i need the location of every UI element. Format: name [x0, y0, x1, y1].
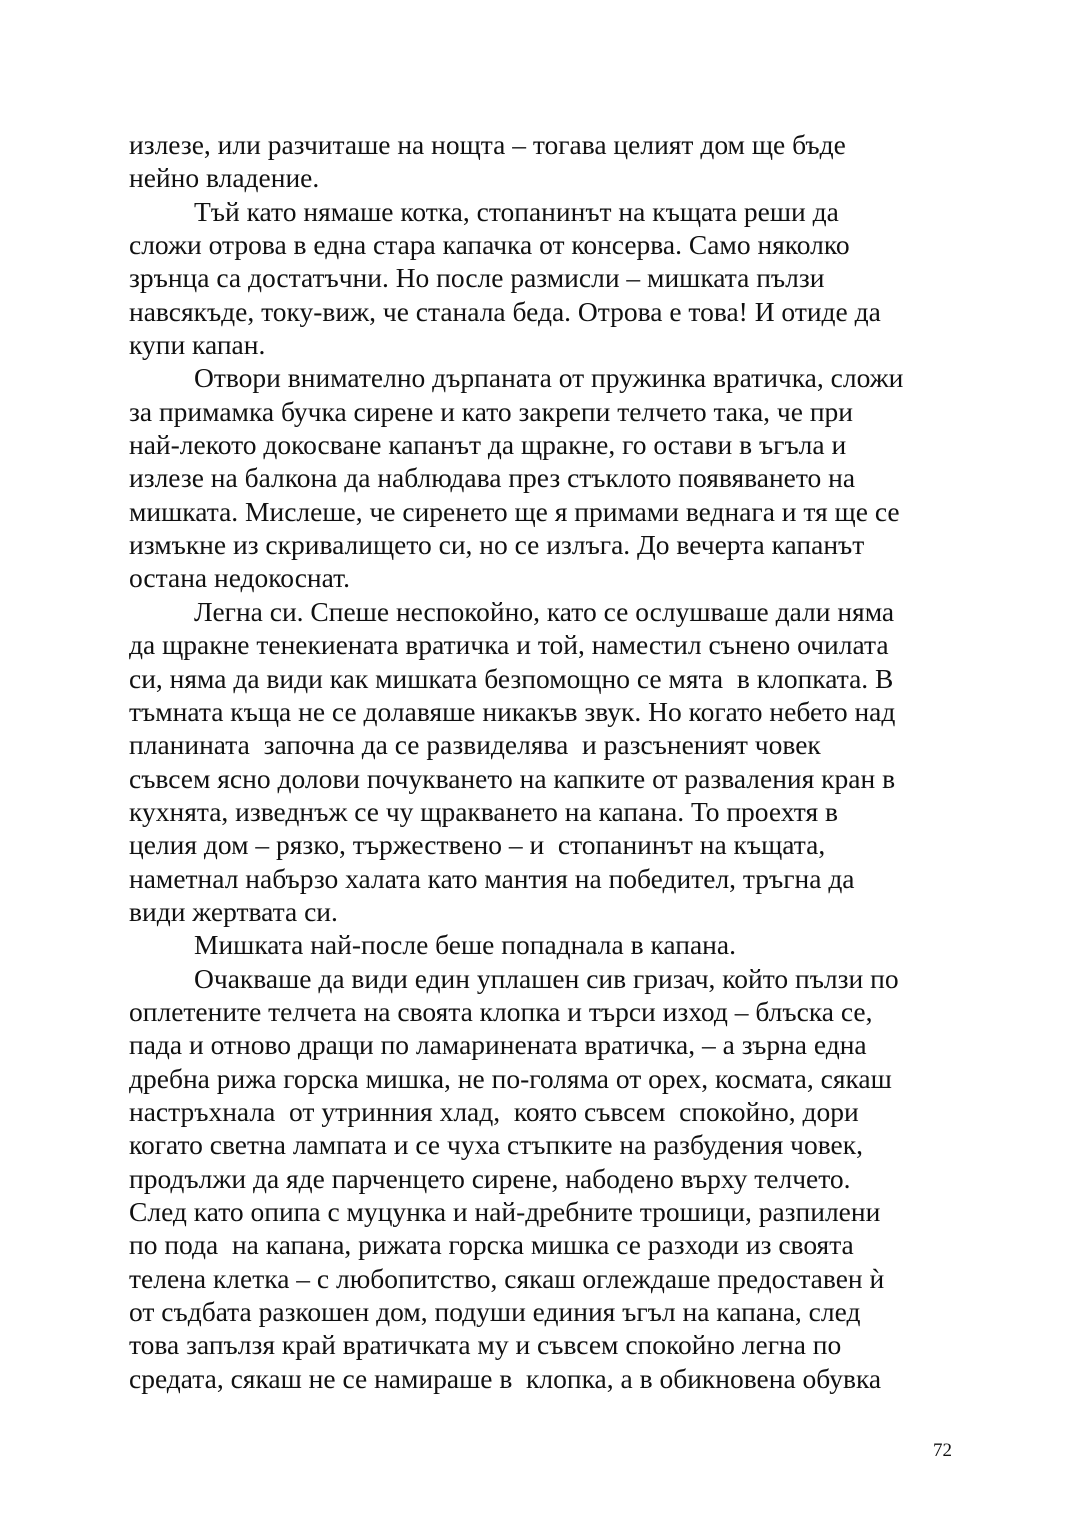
text-line: тъмната къща не се долавяше никакъв звук. Но когато небето над	[129, 695, 896, 727]
text-line: излезе на балкона да наблюдава през стъклото появяването на	[129, 462, 856, 494]
text-line: навсякъде, току-виж, че станала беда. Отрова е това! И отиде да	[129, 295, 881, 327]
text-line: измъкне из скривалището си, но се излъга. До вечерта капанът	[129, 529, 865, 561]
text-line: види жертвата си.	[129, 895, 338, 927]
text-line: по пода на капана, рижата горска мишка се разходи из своята	[129, 1229, 854, 1261]
text-line: наметнал набързо халата като мантия на победител, тръгна да	[129, 862, 855, 894]
text-line: от съдбата разкошен дом, подуши единия ъгъл на капана, след	[129, 1296, 861, 1328]
text-line: съвсем ясно долови почукването на капките от разваления кран в	[129, 762, 896, 794]
text-line: кухнята, изведнъж се чу щракването на капана. То проехтя в	[129, 795, 838, 827]
text-line: остана недокоснат.	[129, 562, 350, 594]
paragraph-first-line: Мишката най-после беше попаднала в капана.	[194, 929, 736, 961]
text-line: нейно владение.	[129, 162, 320, 194]
text-line: най-лекото докосване капанът да щракне, го остави в ъгъла и	[129, 429, 847, 461]
text-line: средата, сякаш не се намираше в клопка, а в обикновена обувка	[129, 1362, 882, 1394]
text-line: зрънца са достатъчни. Но после размисли – мишката пълзи	[129, 262, 825, 294]
text-line: когато светна лампата и се чуха стъпките на разбудения човек,	[129, 1129, 863, 1161]
text-line: продължи да яде парченцето сирене, набодено върху телчето.	[129, 1162, 851, 1194]
text-line: пада и отново дращи по ламаринената вратичка, – а зърна една	[129, 1029, 867, 1061]
text-line: оплетените телчета на своята клопка и търси изход – блъска се,	[129, 995, 873, 1027]
body-text	[129, 128, 959, 1395]
text-line: сложи отрова в една стара капачка от консерва. Само няколко	[129, 229, 850, 261]
text-line: целия дом – рязко, тържествено – и стопанинът на къщата,	[129, 829, 826, 861]
text-line: купи капан.	[129, 329, 266, 361]
text-line: настръхнала от утринния хлад, която съвсем спокойно, дори	[129, 1095, 859, 1127]
text-line: излезе, или разчиташе на нощта – тогава целият дом ще бъде	[129, 129, 846, 160]
text-line: да щракне тенекиената вратичка и той, наместил сънено очилата	[129, 629, 889, 661]
text-line: мишката. Мислеше, че сиренето ще я примами веднага и тя ще се	[129, 495, 900, 527]
text-line: След като опипа с муцунка и най-дребните трошици, разпилени	[129, 1196, 881, 1227]
text-line: телена клетка – с любопитство, сякаш оглеждаше предоставен ѝ	[129, 1262, 885, 1294]
text-line: си, няма да види как мишката безпомощно се мята в клопката. В	[129, 662, 894, 694]
text-line: планината започна да се развиделява и разсъненият човек	[129, 729, 821, 761]
text-line: за примамка бучка сирене и като закрепи телчето така, че при	[129, 395, 854, 427]
paragraph-first-line: Легна си. Спеше неспокойно, като се ослушваше дали няма	[194, 595, 895, 627]
paragraph-first-line: Очакваше да види един уплашен сив гризач, който пълзи по	[194, 962, 899, 994]
page-number: 72	[933, 1440, 952, 1461]
text-line: дребна рижа горска мишка, не по-голяма от орех, космата, сякаш	[129, 1062, 892, 1094]
paragraph-first-line: Тъй като нямаше котка, стопанинът на къщата реши да	[194, 195, 839, 227]
text-line: това запълзя край вратичката му и съвсем спокойно легна по	[129, 1329, 842, 1361]
paragraph-first-line: Отвори внимателно дърпаната от пружинка вратичка, сложи	[194, 362, 904, 394]
